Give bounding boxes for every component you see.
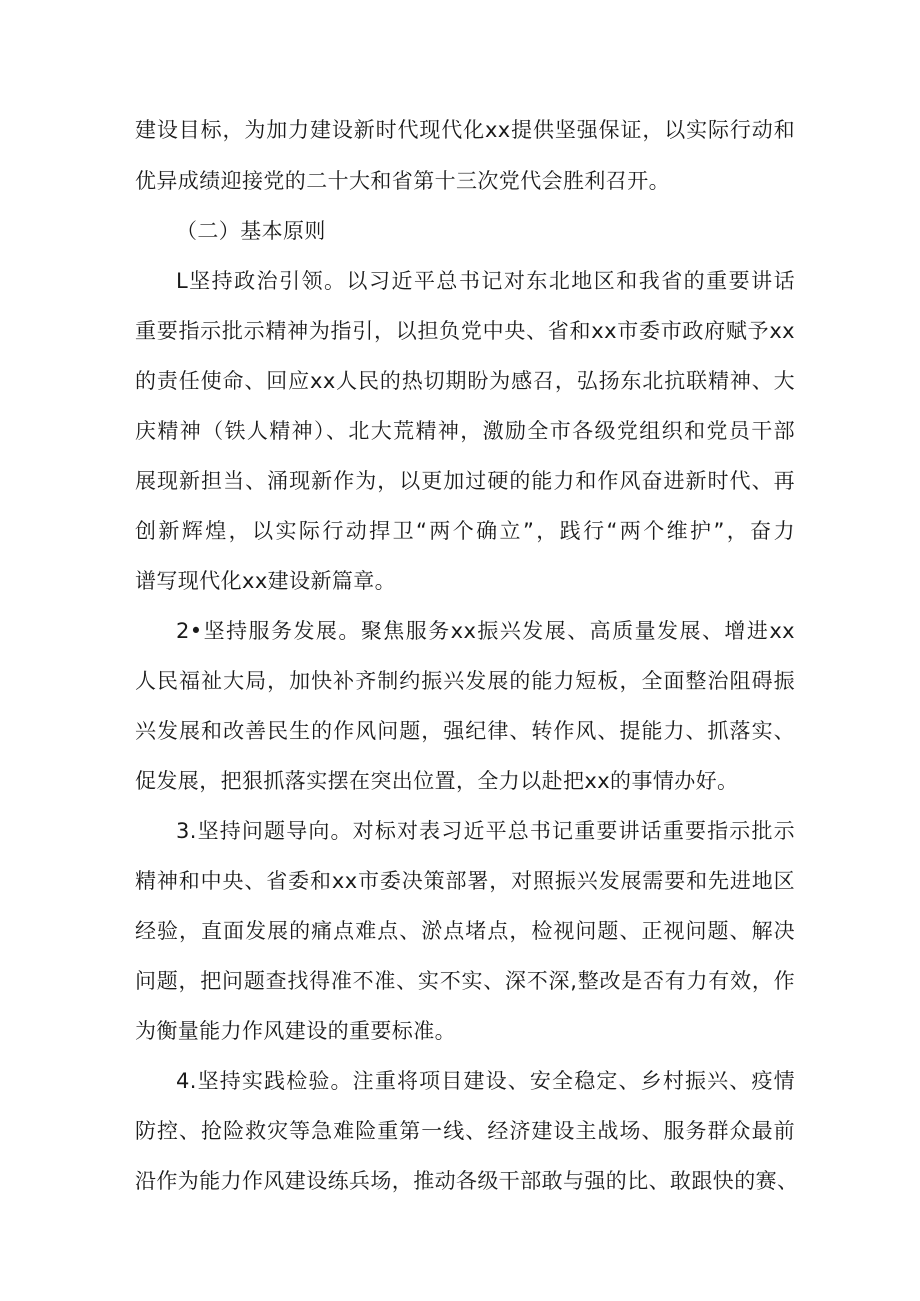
principle3-line-5: 为衡量能力作风建设的重要标准。 [135, 1019, 456, 1043]
principle1-line-5: 展现新担当、涌现新作为，以更加过硬的能力和作风奋进新时代、再 [135, 469, 795, 493]
principle1-line-2: 重要指示批示精神为指引，以担负党中央、省和xx市委市政府赋予xx [135, 319, 795, 343]
principle3-line-1: 3.坚持问题导向。对标对表习近平总书记重要讲话重要指示批示 [176, 819, 795, 843]
principle2-line-4: 促发展，把狠抓落实摆在突出位置，全力以赴把xx的事情办好。 [135, 769, 739, 793]
principle4-line-3: 沿作为能力作风建设练兵场，推动各级干部敢与强的比、敢跟快的赛、 [135, 1169, 799, 1193]
principle1-line-1: L坚持政治引领。以习近平总书记对东北地区和我省的重要讲话 [176, 269, 795, 293]
principle4-line-2: 防控、抢险救灾等急难险重第一线、经济建设主战场、服务群众最前 [135, 1119, 795, 1143]
principle3-line-4: 问题，把问题查找得准不准、实不实、深不深,整改是否有力有效，作 [135, 969, 795, 993]
principle1-line-7: 谱写现代化xx建设新篇章。 [135, 569, 397, 593]
intro-line-2: 优异成绩迎接党的二十大和省第十三次党代会胜利召开。 [135, 169, 670, 193]
principle2-line-2: 人民福祉大局，加快补齐制约振兴发展的能力短板，全面整治阻碍振 [135, 669, 795, 693]
intro-line-1: 建设目标，为加力建设新时代现代化xx提供坚强保证，以实际行动和 [135, 118, 795, 142]
principle1-line-6: 创新辉煌，以实际行动捍卫“两个确立”，践行“两个维护”，奋力 [135, 519, 795, 543]
principle3-line-3: 经验，直面发展的痛点难点、淤点堵点，检视问题、正视问题、解决 [135, 919, 795, 943]
principle1-line-3: 的责任使命、回应xx人民的热切期盼为感召，弘扬东北抗联精神、大 [135, 369, 795, 393]
principle1-line-4: 庆精神（铁人精神）、北大荒精神，激励全市各级党组织和党员干部 [135, 419, 795, 443]
principle4-line-1: 4.坚持实践检验。注重将项目建设、安全稳定、乡村振兴、疫情 [176, 1069, 795, 1093]
principle2-line-3: 兴发展和改善民生的作风问题，强纪律、转作风、提能力、抓落实、 [135, 719, 795, 743]
section-heading: （二）基本原则 [176, 219, 326, 243]
principle3-line-2: 精神和中央、省委和xx市委决策部署，对照振兴发展需要和先进地区 [135, 869, 795, 893]
principle2-line-1: 2•坚持服务发展。聚焦服务xx振兴发展、高质量发展、增进xx [176, 619, 795, 643]
